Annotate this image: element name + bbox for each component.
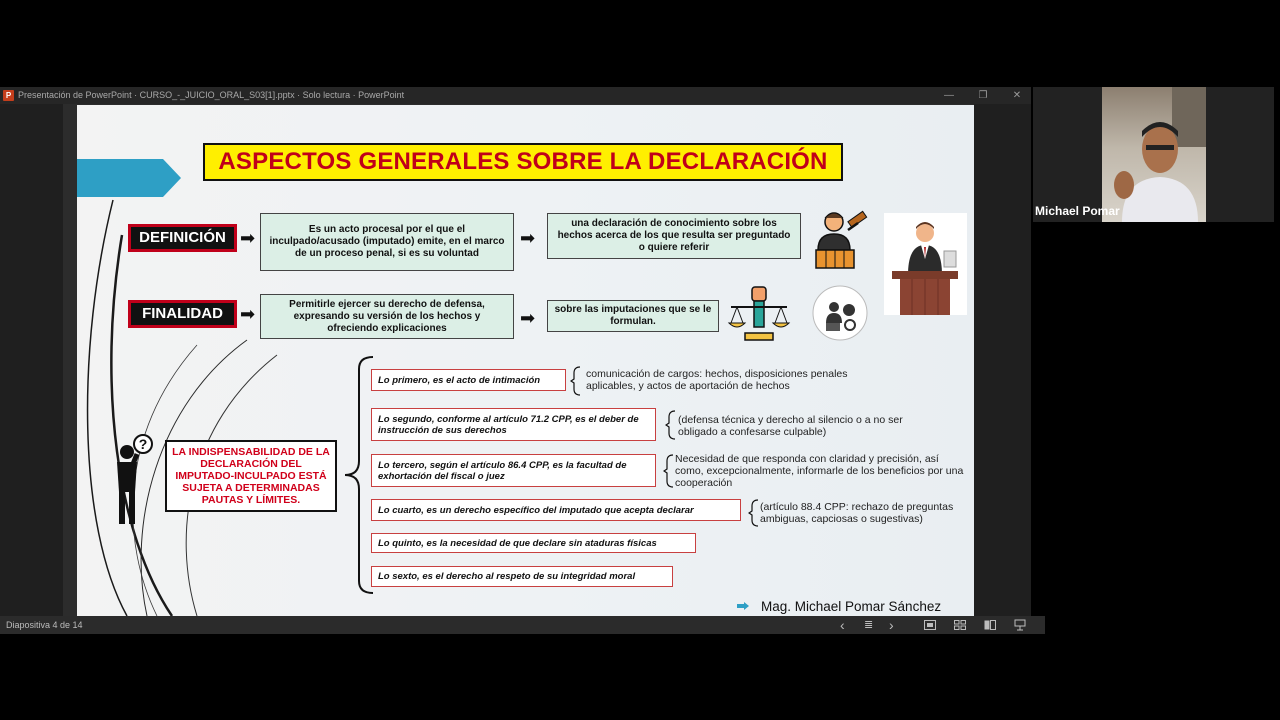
reading-view-icon[interactable] <box>984 620 996 630</box>
restore-button[interactable]: ❐ <box>978 90 988 101</box>
court-circle-icon <box>812 285 868 341</box>
pauta-note-1: comunicación de cargos: hechos, disposiciones penales aplicables, y actos de aportación de hechos <box>586 368 848 392</box>
pauta-item-1: Lo primero, es el acto de intimación <box>371 369 566 391</box>
powerpoint-window <box>0 87 1031 634</box>
lawyer-podium-icon <box>884 213 967 315</box>
finalidad-label: FINALIDAD <box>128 300 237 328</box>
pauta-note-2: (defensa técnica y derecho al silencio o a no ser obligado a confesarse culpable) <box>678 414 903 438</box>
author-name: Mag. Michael Pomar Sánchez <box>761 599 942 614</box>
note-bracket <box>663 453 675 489</box>
slide-canvas[interactable] <box>77 105 974 616</box>
note-bracket <box>665 409 677 441</box>
arrow-right-icon: ➡ <box>520 308 536 328</box>
pauta-note-4: (artículo 88.4 CPP: rechazo de preguntas ambiguas, capciosas o sugestivas) <box>760 501 954 525</box>
previous-slide-button[interactable]: ‹ <box>840 617 845 633</box>
pauta-item-5: Lo quinto, es la necesidad de que declare sin ataduras físicas <box>371 533 696 553</box>
lawyer-illustration-frame <box>884 213 967 315</box>
slide-title: ASPECTOS GENERALES SOBRE LA DECLARACIÓN <box>203 143 843 181</box>
question-mark-icon: ? <box>138 436 148 452</box>
definicion-result: una declaración de conocimiento sobre los hechos acerca de los que resulta ser preguntado o quiere referir <box>547 213 801 259</box>
justice-fist-scales-icon <box>727 285 791 343</box>
pauta-note-3: Necesidad de que responda con claridad y precisión, así como, excepcionalmente, informarle de los beneficios por una cooperación <box>675 453 964 489</box>
blue-arrow-shape <box>77 159 181 197</box>
arrow-right-icon: ➡ <box>240 228 256 248</box>
definicion-label: DEFINICIÓN <box>128 224 237 252</box>
slide-stage <box>63 104 974 616</box>
note-bracket <box>748 498 760 528</box>
status-bar <box>0 616 1045 634</box>
arrow-right-icon: ➡ <box>520 228 536 248</box>
close-button[interactable]: ✕ <box>1012 90 1022 101</box>
pauta-item-6: Lo sexto, es el derecho al respeto de su integridad moral <box>371 566 673 587</box>
indispensabilidad-box: LA INDISPENSABILIDAD DE LA DECLARACIÓN DEL IMPUTADO-INCULPADO ESTÁ SUJETA A DETERMINADAS PAUTAS Y LÍMITES. <box>165 440 337 512</box>
next-slide-button[interactable]: › <box>889 617 894 633</box>
normal-view-icon[interactable] <box>924 620 936 630</box>
finalidad-text: Permitirle ejercer su derecho de defensa, expresando su versión de los hechos y ofreciendo explicaciones <box>260 294 514 339</box>
participant-video <box>1102 87 1206 222</box>
judge-gavel-icon <box>810 206 872 270</box>
slide-sorter-icon[interactable] <box>954 620 966 630</box>
powerpoint-app-icon: P <box>3 90 14 101</box>
slide-counter: Diapositiva 4 de 14 <box>6 620 83 630</box>
title-bar <box>0 87 1031 104</box>
pauta-item-4: Lo cuarto, es un derecho específico del imputado que acepta declarar <box>371 499 741 521</box>
note-bracket <box>570 365 582 397</box>
arrow-right-icon: ➡ <box>240 304 256 324</box>
minimize-button[interactable]: — <box>944 90 954 101</box>
pauta-item-2: Lo segundo, conforme al artículo 71.2 CPP, es el deber de instrucción de sus derechos <box>371 408 656 441</box>
speaker-silhouette <box>1102 87 1206 222</box>
participant-name: Michael Pomar <box>1035 204 1120 218</box>
finalidad-result: sobre las imputaciones que se le formulan. <box>547 300 719 332</box>
definicion-text: Es un acto procesal por el que el inculpado/acusado (imputado) emite, en el marco de un proceso penal, si es su voluntad <box>260 213 514 271</box>
pauta-item-3: Lo tercero, según el artículo 86.4 CPP, es la facultad de exhortación del fiscal o juez <box>371 454 656 487</box>
window-title: Presentación de PowerPoint · CURSO_-_JUICIO_ORAL_S03[1].pptx · Solo lectura · PowerPoint <box>18 90 405 100</box>
thinking-person-icon <box>105 432 155 526</box>
slideshow-view-icon[interactable] <box>1014 619 1026 631</box>
participant-video-tile[interactable] <box>1033 87 1274 222</box>
author-bullet-icon <box>737 602 749 610</box>
notes-button[interactable]: ≣ <box>864 619 874 631</box>
